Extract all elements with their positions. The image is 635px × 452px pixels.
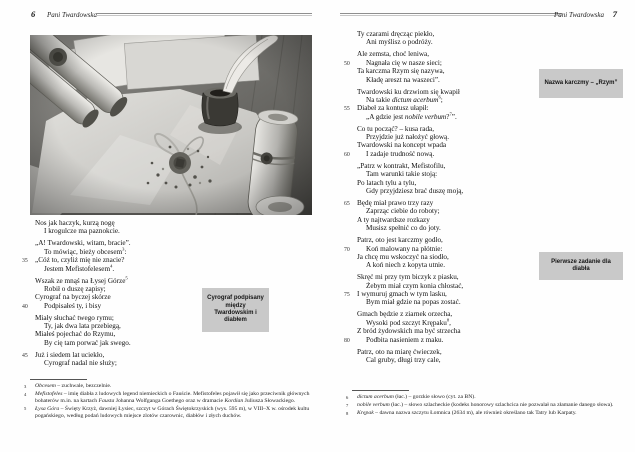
footnotes-left	[22, 383, 314, 421]
poem-line-text: Diabeł za kontusz ułapił:	[357, 104, 429, 113]
poem-line-text: Miały słuchać twego rymu;	[35, 313, 114, 322]
poem-line-text: To mówiąc, bieży obcesem$^3$:	[44, 246, 127, 256]
poem-line-text: „Patrz w kontrakt, Mefistofilu,	[357, 161, 446, 170]
poem-line	[22, 293, 131, 301]
margin-note-pierwsze-zadanie: Pierwsze zadanie dla diabła	[539, 252, 623, 280]
poem-line-text: Skręć mi przy tym biczyk z piasku,	[357, 273, 459, 282]
poem-line	[344, 50, 463, 58]
footnote-rule-left	[30, 379, 87, 380]
poem-line-text: Gmach będzie z ziarnek orzecha,	[357, 310, 453, 319]
poem-line	[22, 219, 131, 227]
poem-line	[22, 339, 131, 347]
poem-line-text: Patrz, oto na miarę ćwieczek,	[357, 347, 442, 356]
poem-line	[344, 356, 463, 364]
margin-note-rzym: Nazwa karczmy – „Rzym”	[539, 69, 623, 98]
footnote-text: dictum acerbum (łac.) – gorzkie słowo (cyt. za BN).	[357, 394, 476, 400]
poem-line	[344, 348, 463, 356]
poem-line-text: „Cóż to, czyliż mię nie znacie?	[35, 256, 125, 265]
poem-line	[344, 133, 463, 141]
poem-line	[22, 285, 131, 293]
footnote-number: 5	[24, 406, 27, 412]
stanza	[22, 239, 131, 273]
poem-line	[344, 224, 463, 232]
footnote-number: 6	[346, 394, 349, 400]
poem-line-text: Co tu począć? – kusa rada,	[357, 124, 435, 133]
poem-line-text: Twardowski na koncept wpada	[357, 141, 447, 150]
poem-line-text: Ja chcę mu wskoczyć na siodło,	[357, 252, 449, 261]
photo-still-life	[30, 35, 312, 215]
poem-line-text: Koń malowany na płótnie:	[366, 244, 443, 253]
poem-line-text: Ani myślisz o podróży.	[366, 38, 433, 47]
poem-left	[22, 219, 131, 371]
stanza	[344, 310, 463, 344]
poem-right	[344, 30, 463, 368]
poem-line	[22, 277, 131, 285]
poem-line	[344, 310, 463, 318]
poem-line	[344, 59, 463, 67]
stanza	[22, 351, 131, 368]
poem-line-text: Ty, jak dwa lata przebiegą,	[44, 322, 121, 331]
poem-line	[22, 322, 131, 330]
line-number: 60	[344, 151, 350, 158]
line-number: 50	[344, 60, 350, 67]
poem-line-text: Ale zemsta, choć leniwa,	[357, 50, 430, 59]
poem-line-text: Wysoki pod szczyt Krępaku$^8$,	[366, 317, 451, 327]
poem-line	[344, 88, 463, 96]
poem-line	[22, 351, 131, 359]
poem-line	[344, 216, 463, 224]
line-number: 65	[344, 201, 350, 207]
poem-line-text: Już i siedem lat uciekło,	[35, 350, 105, 359]
poem-line-text: Jestem Mefistofelesem$^4$.	[44, 263, 115, 273]
poem-line-text: I zadaje trudność nową.	[366, 149, 435, 158]
poem-line	[344, 30, 463, 38]
poem-line	[22, 256, 131, 264]
poem-line	[22, 227, 131, 235]
stanza	[344, 236, 463, 270]
poem-line	[22, 265, 131, 273]
poem-line-text: „A! Twardowski, witam, bracie”.	[35, 239, 131, 248]
poem-line-text: Kładę areszt na waszeci”.	[366, 75, 440, 84]
stanza	[344, 125, 463, 159]
poem-line-text: Po latach tylu a tylu,	[357, 178, 417, 187]
line-number: 55	[344, 106, 350, 113]
poem-line	[344, 253, 463, 261]
line-number: 75	[344, 292, 350, 299]
footnotes-right	[344, 394, 628, 418]
stanza	[344, 88, 463, 122]
stanza	[344, 199, 463, 233]
poem-line	[344, 207, 463, 215]
footnote-text: Mefistofeles – imię diabła z ludowych legend niemieckich o Fauście. Mefistofeles pojawił się jako przeciwnik głównych bohaterów m.in. na kartach Fausta Johanna Wolfganga Goethego oraz w dramacie Kordian Juliusza Słowackiego.	[35, 391, 310, 404]
margin-note-cyrograf: Cyrograf podpisany między Twardowskim i diabłem	[202, 288, 269, 332]
poem-line	[344, 245, 463, 253]
poem-line	[344, 236, 463, 244]
poem-line	[344, 170, 463, 178]
stanza	[344, 162, 463, 196]
stanza	[344, 30, 463, 47]
poem-line-text: Ta karczma Rzym się nazywa,	[357, 67, 445, 76]
poem-line	[344, 179, 463, 187]
footnote	[22, 406, 314, 419]
poem-line-text: Cyrograf nadal nie służy;	[44, 359, 117, 368]
poem-line	[22, 359, 131, 367]
page-number-right: 7	[612, 9, 617, 19]
poem-line-text: Nos jak haczyk, kurzą nogę	[35, 219, 115, 227]
line-number: 70	[344, 246, 350, 253]
poem-line-text: Żebym miał czym konia chłostać,	[366, 281, 464, 290]
poem-line-text: Patrz, oto jest karczmy godło,	[357, 236, 443, 245]
poem-line	[344, 199, 463, 207]
header-rule-right	[340, 13, 562, 16]
poem-line-text: Bym miał gdzie na popas zostać.	[366, 298, 461, 307]
poem-line	[344, 38, 463, 46]
poem-line-text: I krogulcze ma paznokcie.	[44, 227, 120, 236]
footnote-number: 3	[24, 383, 27, 389]
poem-line	[344, 76, 463, 84]
stanza	[22, 314, 131, 348]
poem-line	[344, 336, 463, 344]
poem-line-text: Tam warunki takie stoją:	[366, 170, 438, 179]
stanza	[344, 348, 463, 365]
poem-line-text: Cyrograf na byczej skórze	[35, 293, 111, 302]
poem-line-text: Twardowski ku drzwiom się kwapił	[357, 87, 460, 96]
poem-line	[344, 290, 463, 298]
stanza	[22, 219, 131, 236]
poem-line	[344, 319, 463, 327]
poem-line-text: Gdy przyjdziesz brać duszę moją,	[366, 187, 464, 196]
poem-line-text: Przyjdzie już nałożyć głową.	[366, 133, 450, 142]
running-title-right: Pani Twardowska	[554, 10, 604, 19]
poem-line	[344, 113, 463, 121]
line-number: 45	[22, 352, 28, 359]
stanza	[344, 273, 463, 307]
poem-line-text: Na takie dictum acerbum$^6$;	[366, 94, 443, 104]
poem-line-text: A koń niech z kopyta utnie.	[366, 261, 446, 270]
footnote-text: Krępak – dawna nazwa szczytu Łomnica (2634 m), ale również określano tak Tatry lub Karpaty.	[357, 410, 577, 417]
stanza	[22, 277, 131, 311]
footnote	[344, 394, 628, 401]
poem-line	[344, 273, 463, 281]
poem-line-text: „A gdzie jest nobile verbum?$^7$”.	[366, 111, 457, 121]
poem-line	[344, 96, 463, 104]
poem-line-text: A ty najtwardsze rozkazy	[357, 215, 430, 224]
poem-line-text: Podpisałeś ty, i bisy	[44, 301, 102, 310]
footnote	[22, 391, 314, 404]
poem-line-text: I wymuruj gmach w tym lasku,	[357, 290, 447, 299]
poem-line	[22, 302, 131, 310]
stanza	[344, 50, 463, 84]
footnote-text: nobile verbum (łac.) – słowo szlacheckie (kodeks honorowy szlachcica nie pozwalał na złamanie danego słowa).	[357, 402, 614, 409]
poem-line-text: Podbita nasieniem z maku.	[366, 335, 444, 344]
footnote	[344, 402, 628, 409]
line-number: 40	[22, 303, 28, 310]
poem-line	[22, 248, 131, 256]
poem-line	[344, 327, 463, 335]
footnote-number: 7	[346, 402, 349, 408]
footnote-number: 4	[24, 391, 27, 397]
footnote-text: Obcesem – zuchwale, bezczelnie.	[35, 383, 112, 389]
poem-line	[344, 141, 463, 149]
poem-line-text: Będę miał prawo trzy razy	[357, 199, 434, 207]
footnote	[22, 383, 314, 390]
poem-line	[344, 104, 463, 112]
poem-line	[344, 298, 463, 306]
poem-line-text: Ty czarami dręcząc piekło,	[357, 30, 435, 38]
poem-line	[344, 282, 463, 290]
poem-line	[344, 162, 463, 170]
poem-line-text: By cię tam porwać jak swego.	[44, 338, 131, 347]
poem-line-text: Nagnała cię w nasze sieci;	[366, 58, 442, 67]
poem-line-text: Robił o duszę zapisy;	[44, 284, 106, 293]
footnote	[344, 410, 628, 417]
line-number: 80	[344, 337, 350, 344]
footnote-number: 8	[346, 410, 349, 416]
poem-line	[22, 314, 131, 322]
line-number: 35	[22, 258, 28, 265]
poem-line	[344, 67, 463, 75]
poem-line-text: Cal gruby, długi trzy cale,	[366, 356, 441, 365]
poem-line	[344, 150, 463, 158]
poem-line	[344, 261, 463, 269]
poem-line	[344, 187, 463, 195]
page-number-left: 6	[31, 9, 36, 19]
photo-image	[30, 35, 312, 215]
poem-line-text: Miałeś pojechać do Rzymu,	[35, 330, 116, 339]
header-rule-left	[96, 13, 312, 16]
poem-line-text: Z bród żydowskich ma być strzecha	[357, 327, 461, 336]
footnote-rule-right	[352, 390, 409, 391]
poem-line-text: Wszak ze mnąś na Łysej Górze$^5$	[35, 275, 128, 285]
poem-line	[22, 330, 131, 338]
poem-line	[22, 239, 131, 247]
poem-line-text: Zaprząc ciebie do roboty;	[366, 207, 440, 216]
poem-line-text: Musisz spełnić co do joty.	[366, 224, 441, 233]
footnote-text: Łysa Góra – Święty Krzyż, dawniej Łysiec, szczyt w Górach Świętokrzyskich (wys. 595 m), w VIII–X w. ośrodek kultu pogańskiego, według podań ludowych miejsce zlotów czarownic, diabłów i złych duchów.	[35, 405, 310, 419]
running-title-left: Pani Twardowska	[47, 10, 97, 19]
poem-line	[344, 125, 463, 133]
